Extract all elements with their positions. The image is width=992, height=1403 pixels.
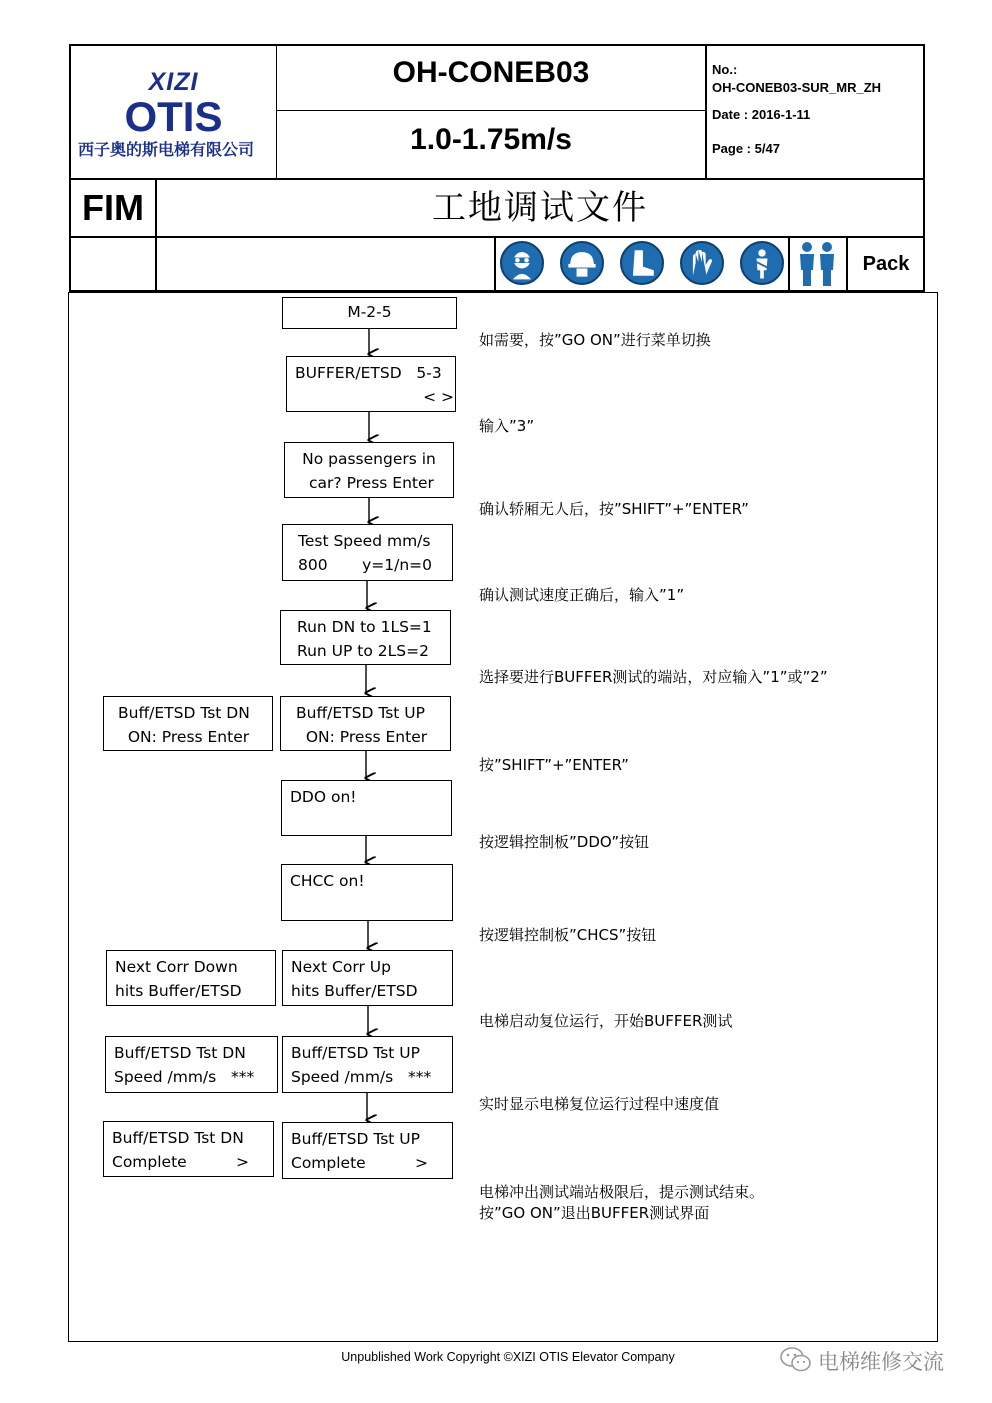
fim-label: FIM [82, 187, 144, 228]
wechat-icon [780, 1346, 812, 1374]
watermark [780, 1344, 980, 1376]
doc-number-label: No.: [712, 62, 738, 77]
flow-box-complete-up: Buff/ETSD Tst UP Complete > [282, 1122, 453, 1179]
document-code: OH-CONEB03 [392, 56, 590, 89]
flow-box-m25: M-2-5 [282, 297, 457, 329]
step-note: 实时显示电梯复位运行过程中速度值 [479, 1095, 720, 1113]
flow-box-speed-up: Buff/ETSD Tst UP Speed /mm/s *** [282, 1036, 453, 1093]
flow-box-ddo-on: DDO on! [281, 780, 452, 836]
flow-box-buffer-menu: BUFFER/ETSD 5-3 < > [286, 356, 456, 412]
step-note: 电梯启动复位运行，开始BUFFER测试 [479, 1012, 733, 1030]
step-note: 输入”3” [479, 417, 535, 435]
flow-box-speed-dn: Buff/ETSD Tst DN Speed /mm/s *** [105, 1036, 278, 1093]
pack-label: Pack [862, 253, 910, 275]
logo-company-name: 西子奥的斯电梯有限公司 [78, 140, 255, 159]
flow-box-run-select: Run DN to 1LS=1 Run UP to 2LS=2 [280, 610, 451, 665]
step-note: 按逻辑控制板”CHCS”按钮 [479, 926, 657, 944]
step-note: 按逻辑控制板”DDO”按钮 [479, 833, 650, 851]
flow-box-complete-dn: Buff/ETSD Tst DN Complete > [103, 1121, 274, 1177]
step-note: 确认测试速度正确后，输入”1” [479, 586, 685, 604]
flow-box-no-passengers: No passengers in car? Press Enter [284, 442, 454, 498]
flow-box-chcc-on: CHCC on! [281, 864, 453, 921]
speed-range: 1.0-1.75m/s [410, 123, 572, 156]
step-note: 如需要，按”GO ON”进行菜单切换 [479, 331, 711, 349]
flow-box-next-corr-up: Next Corr Up hits Buffer/ETSD [282, 950, 453, 1006]
step-note: 电梯冲出测试端站极限后，提示测试结束。 按”GO ON”退出BUFFER测试界面 [479, 1183, 765, 1222]
logo-brand-top: XIZI [148, 68, 199, 96]
logo-brand-main: OTIS [124, 93, 223, 140]
flow-box-next-corr-down: Next Corr Down hits Buffer/ETSD [106, 950, 276, 1006]
flow-box-tst-dn-on: Buff/ETSD Tst DN ON: Press Enter [103, 696, 273, 751]
doc-number: OH-CONEB03-SUR_MR_ZH [712, 80, 882, 95]
step-note: 确认轿厢无人后，按”SHIFT”+”ENTER” [479, 500, 749, 518]
watermark-text: 电梯维修交流 [818, 1350, 944, 1374]
flow-box-tst-up-on: Buff/ETSD Tst UP ON: Press Enter [280, 696, 451, 751]
page-number: Page : 5/47 [712, 141, 780, 156]
step-note: 选择要进行BUFFER测试的端站，对应输入”1”或”2” [479, 668, 828, 686]
document-title: 工地调试文件 [432, 188, 648, 228]
copyright-footer: Unpublished Work Copyright ©XIZI OTIS Elevator Company [341, 1350, 675, 1364]
step-note: 按”SHIFT”+”ENTER” [479, 756, 629, 774]
flow-box-test-speed: Test Speed mm/s 800 y=1/n=0 [282, 524, 453, 581]
doc-date: Date : 2016-1-11 [712, 107, 811, 122]
